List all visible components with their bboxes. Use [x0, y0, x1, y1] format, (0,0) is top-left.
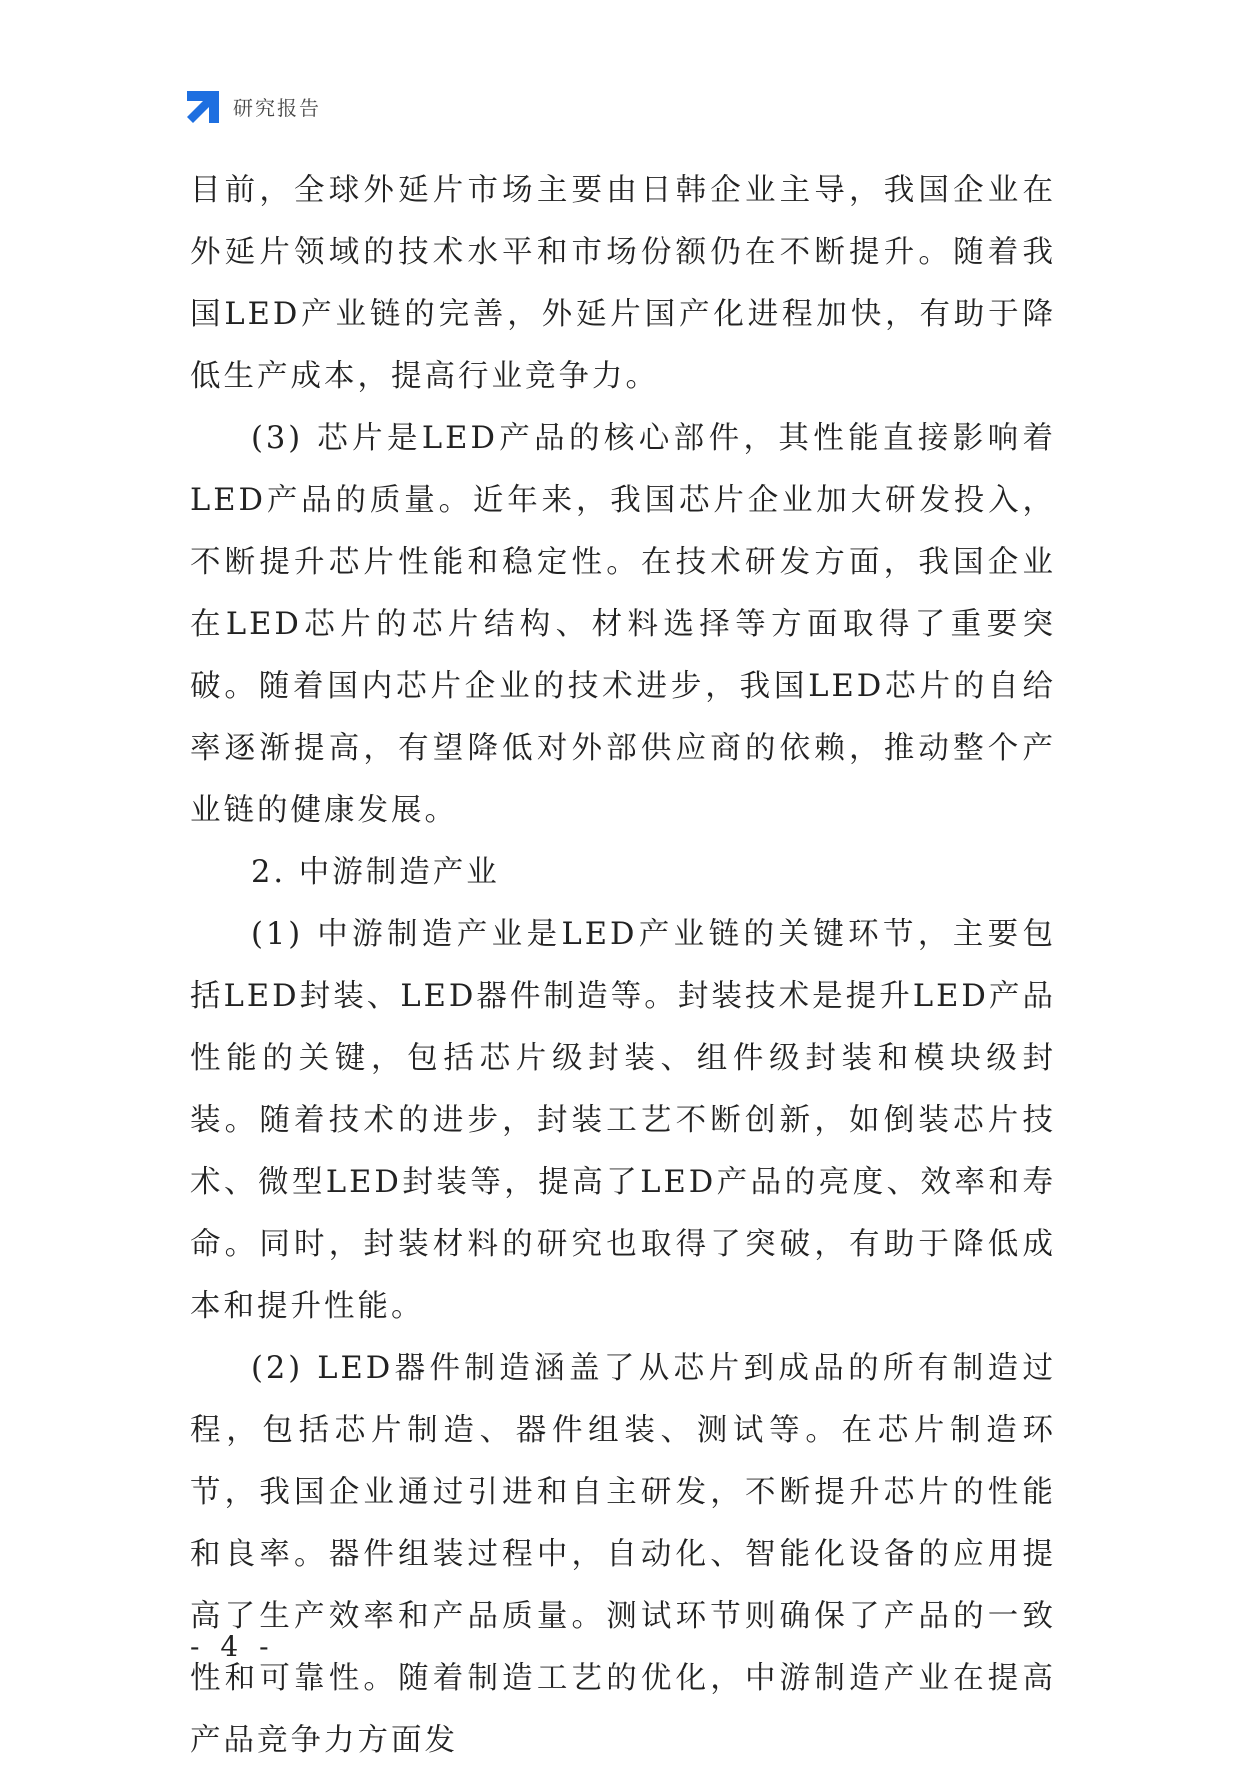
header-title: 研究报告	[233, 95, 321, 120]
paragraph-packaging: (1) 中游制造产业是LED产业链的关键环节，主要包括LED封装、LED器件制造等。封装技术是提升LED产品性能的关键，包括芯片级封装、组件级封装和模块级封装。随着技术的进步，封装工艺不断创新，如倒装芯片技术、微型LED封装等，提高了LED产品的亮度、效率和寿命。同时，封装材料的研究也取得了突破，有助于降低成本和提升性能。	[190, 917, 1056, 1324]
paragraph-device-manufacturing: (2) LED器件制造涵盖了从芯片到成品的所有制造过程，包括芯片制造、器件组装、测试等。在芯片制造环节，我国企业通过引进和自主研发，不断提升芯片的性能和良率。器件组装过程中，自动化、智能化设备的应用提高了生产效率和产品质量。测试环节则确保了产品的一致性和可靠性。随着制造工艺的优化，中游制造产业在提高产品竞争力方面发	[190, 1351, 1056, 1758]
report-header	[187, 88, 321, 124]
paragraph-chip: (3) 芯片是LED产品的核心部件，其性能直接影响着LED产品的质量。近年来，我国芯片企业加大研发投入，不断提升芯片性能和稳定性。在技术研发方面，我国企业在LED芯片的芯片结构、材料选择等方面取得了重要突破。随着国内芯片企业的技术进步，我国LED芯片的自给率逐渐提高，有望降低对外部供应商的依赖，推动整个产业链的健康发展。	[190, 421, 1056, 828]
page-number: - 4 -	[190, 1630, 275, 1663]
document-body	[190, 160, 1056, 1772]
paragraph-epitaxy: 目前，全球外延片市场主要由日韩企业主导，我国企业在外延片领域的技术水平和市场份额仍在不断提升。随着我国LED产业链的完善，外延片国产化进程加快，有助于降低生产成本，提高行业竞争力。	[190, 173, 1056, 394]
section-heading-midstream: 2. 中游制造产业	[251, 855, 500, 890]
arrow-logo-icon	[187, 89, 221, 123]
